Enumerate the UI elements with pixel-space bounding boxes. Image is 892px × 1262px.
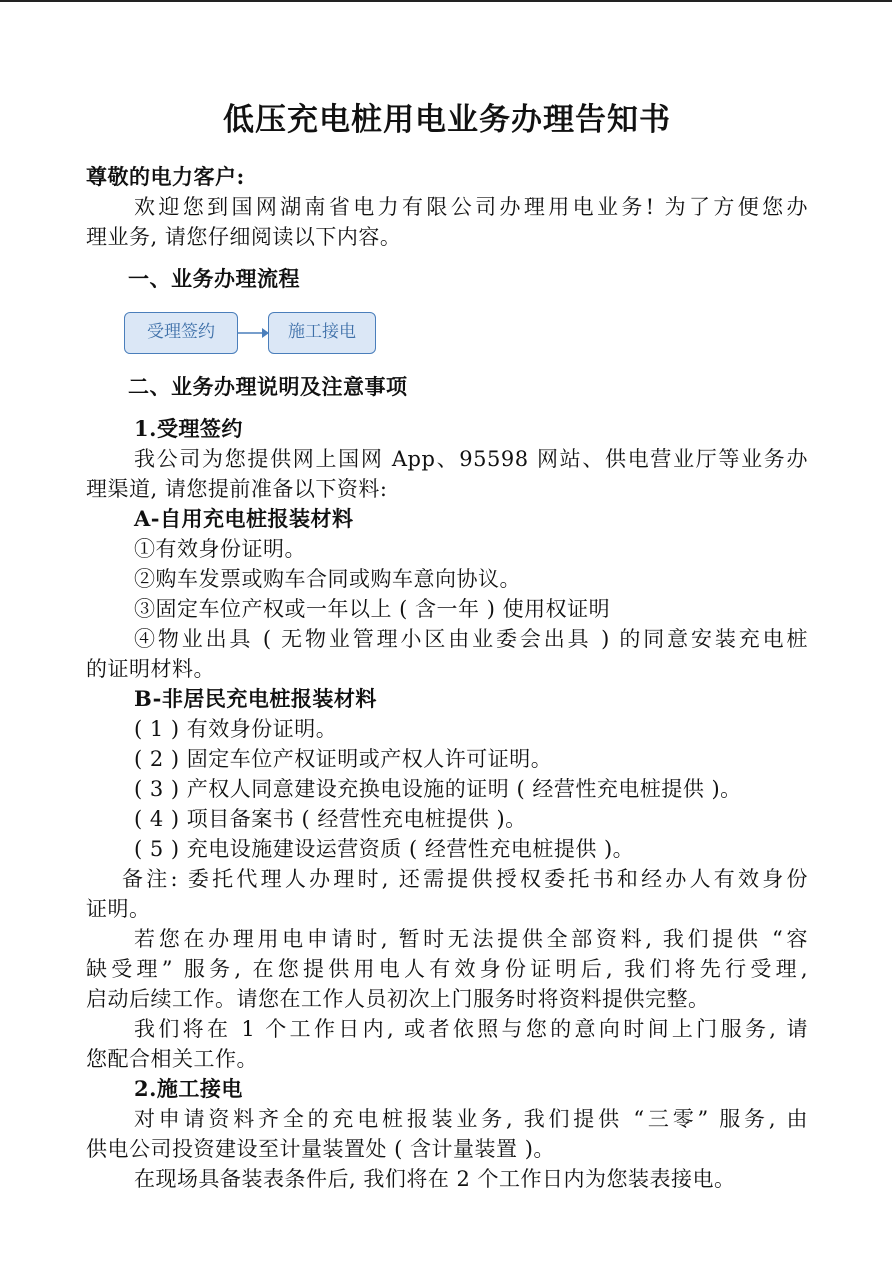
intro-line-1: 欢迎您到国网湖南省电力有限公司办理用电业务! 为了方便您办 — [134, 195, 808, 219]
flow-step-connect: 施工接电 — [268, 312, 376, 354]
group-b-item: ( 4 ) 项目备案书 ( 经营性充电桩提供 )。 — [134, 807, 527, 831]
schedule-line-2: 您配合相关工作。 — [86, 1047, 258, 1071]
group-a-item: ③固定车位产权或一年以上 ( 含一年 ) 使用权证明 — [134, 597, 611, 621]
group-b-item: ( 3 ) 产权人同意建设充换电设施的证明 ( 经营性充电桩提供 )。 — [134, 777, 742, 801]
greeting: 尊敬的电力客户: — [86, 164, 245, 189]
group-b-heading: B-非居民充电桩报装材料 — [134, 686, 377, 711]
page-title: 低压充电桩用电业务办理告知书 — [223, 102, 671, 138]
group-b-item: ( 5 ) 充电设施建设运营资质 ( 经营性充电桩提供 )。 — [134, 837, 635, 861]
missing-docs-line-3: 启动后续工作。请您在工作人员初次上门服务时将资料提供完整。 — [86, 987, 710, 1011]
missing-docs-line-1: 若您在办理用电申请时, 暂时无法提供全部资料, 我们提供 “容 — [134, 927, 808, 951]
channels-line-2: 理渠道, 请您提前准备以下资料: — [86, 477, 388, 501]
missing-docs-line-2: 缺受理” 服务, 在您提供用电人有效身份证明后, 我们将先行受理, — [86, 957, 808, 981]
subsection-accept-heading: 1.受理签约 — [134, 416, 243, 441]
note-line-2: 证明。 — [86, 897, 151, 921]
section-process-heading: 一、业务办理流程 — [128, 266, 300, 291]
group-b-item: ( 2 ) 固定车位产权证明或产权人许可证明。 — [134, 747, 553, 771]
channels-line-1: 我公司为您提供网上国网 App、95598 网站、供电营业厅等业务办 — [134, 447, 808, 471]
zero-service-line-1: 对申请资料齐全的充电桩报装业务, 我们提供 “三零” 服务, 由 — [134, 1107, 808, 1131]
group-a-item: ①有效身份证明。 — [134, 537, 306, 561]
group-a-item: ④物业出具 ( 无物业管理小区由业委会出具 ) 的同意安装充电桩 — [134, 627, 808, 651]
intro-line-2: 理业务, 请您仔细阅读以下内容。 — [86, 225, 402, 249]
group-b-item: ( 1 ) 有效身份证明。 — [134, 717, 338, 741]
schedule-line-1: 我们将在 1 个工作日内, 或者依照与您的意向时间上门服务, 请 — [134, 1017, 808, 1041]
group-a-heading: A-自用充电桩报装材料 — [134, 506, 354, 531]
subsection-connect-heading: 2.施工接电 — [134, 1076, 243, 1101]
section-notes-heading: 二、业务办理说明及注意事项 — [128, 374, 408, 399]
group-a-item: 的证明材料。 — [86, 657, 215, 681]
top-border — [0, 0, 892, 2]
group-a-item: ②购车发票或购车合同或购车意向协议。 — [134, 567, 521, 591]
flow-arrow-icon — [238, 323, 270, 343]
connect-line: 在现场具备装表条件后, 我们将在 2 个工作日内为您装表接电。 — [134, 1167, 736, 1191]
note-line-1: 备注: 委托代理人办理时, 还需提供授权委托书和经办人有效身份 — [122, 867, 808, 891]
zero-service-line-2: 供电公司投资建设至计量装置处 ( 含计量装置 )。 — [86, 1137, 555, 1161]
flow-step-accept: 受理签约 — [124, 312, 238, 354]
